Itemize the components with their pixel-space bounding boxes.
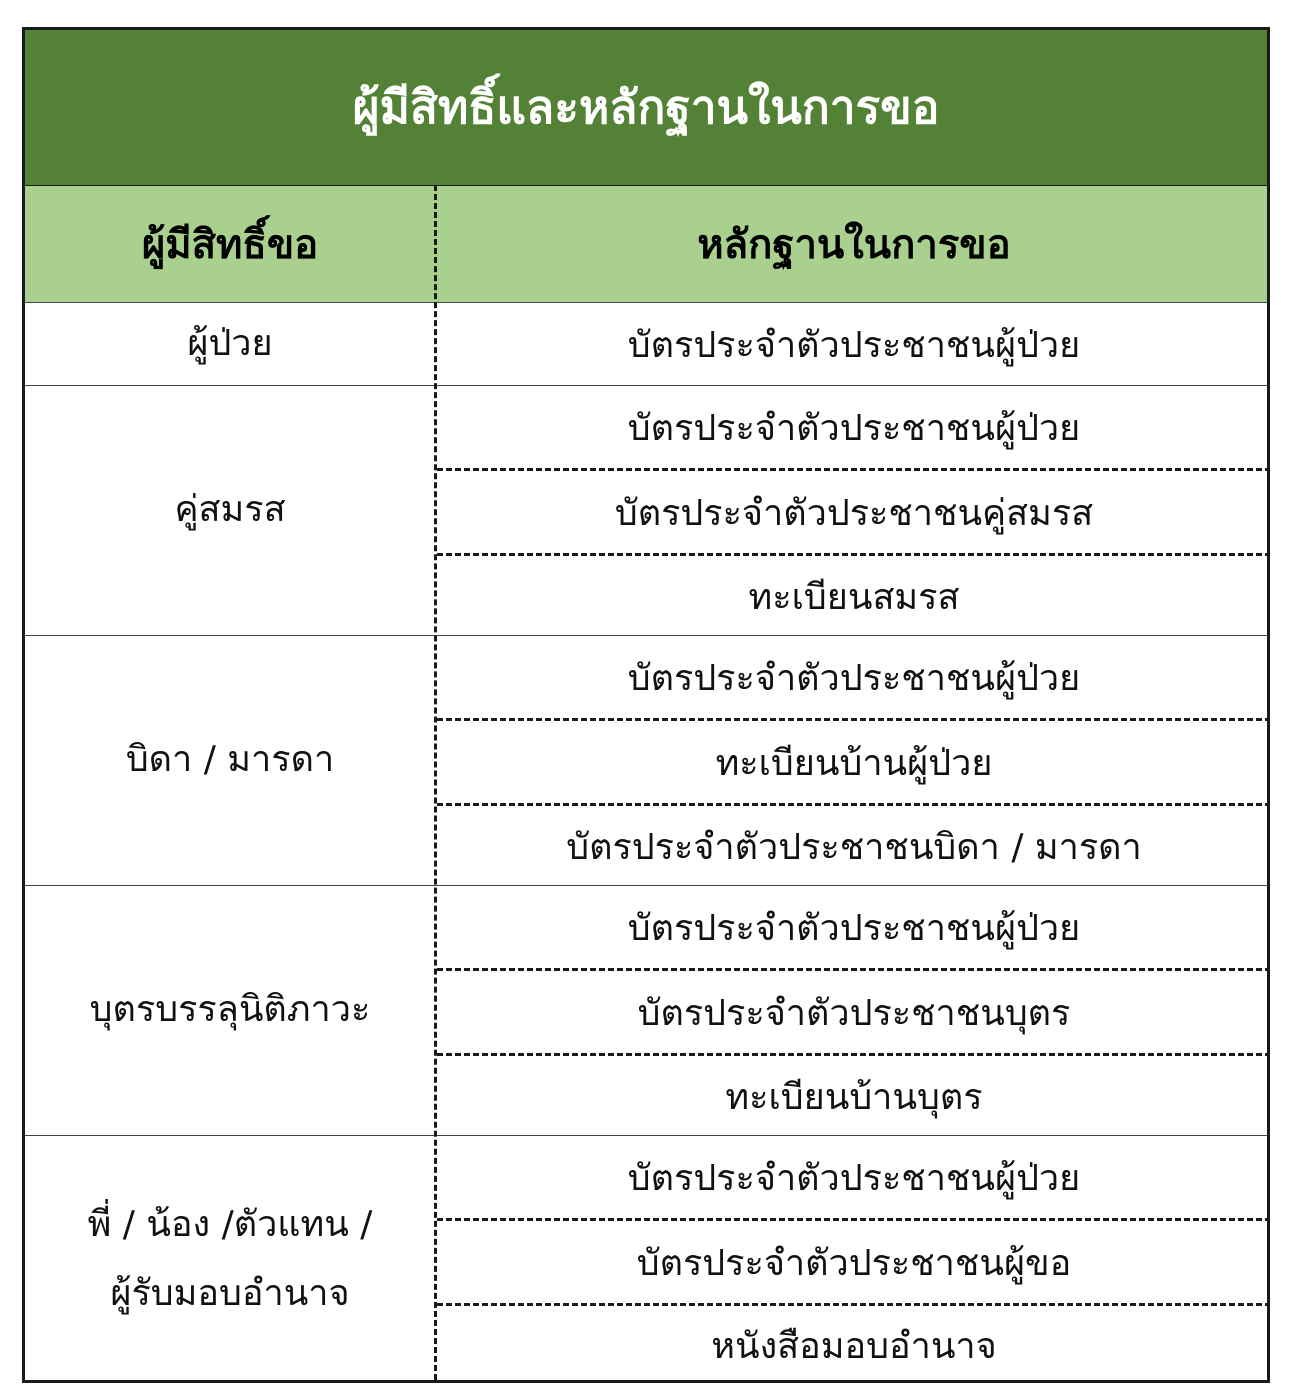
eligible-cell xyxy=(25,1136,435,1383)
eligible-cell: บิดา / มารดา xyxy=(125,739,335,781)
eligibility-table xyxy=(22,27,1270,1383)
table-row-sibling-agent xyxy=(25,1135,1267,1383)
header-row xyxy=(25,185,1267,302)
table-row-patient xyxy=(25,302,1267,385)
evidence-cell: บัตรประจำตัวประชาชนผู้ขอ xyxy=(437,1218,1270,1303)
evidence-cell: บัตรประจำตัวประชาชนผู้ป่วย xyxy=(627,407,1081,449)
evidence-cell: ทะเบียนบ้านบุตร xyxy=(437,1053,1270,1136)
evidence-cell: บัตรประจำตัวประชาชนบิดา / มารดา xyxy=(437,803,1270,886)
eligible-cell: ผู้ป่วย xyxy=(187,322,273,364)
evidence-cell: ทะเบียนสมรส xyxy=(437,553,1270,636)
evidence-cell: บัตรประจำตัวประชาชนบุตร xyxy=(437,968,1270,1053)
table-row-spouse xyxy=(25,385,1267,635)
evidence-cell: บัตรประจำตัวประชาชนคู่สมรส xyxy=(437,468,1270,553)
evidence-cell: บัตรประจำตัวประชาชนผู้ป่วย xyxy=(627,325,1081,366)
column-divider xyxy=(434,185,437,1380)
eligible-cell: คู่สมรส xyxy=(174,489,286,531)
header-eligible: ผู้มีสิทธิ์ขอ xyxy=(141,222,319,268)
evidence-cell: ทะเบียนบ้านผู้ป่วย xyxy=(437,718,1270,803)
eligible-line-2: ผู้รับมอบอำนาจ xyxy=(110,1272,350,1314)
eligible-cell: บุตรบรรลุนิติภาวะ xyxy=(89,989,371,1031)
evidence-cell: บัตรประจำตัวประชาชนผู้ป่วย xyxy=(627,907,1081,949)
evidence-cell: บัตรประจำตัวประชาชนผู้ป่วย xyxy=(627,657,1081,699)
header-evidence: หลักฐานในการขอ xyxy=(697,222,1011,268)
table-row-parents xyxy=(25,635,1267,885)
evidence-cell: บัตรประจำตัวประชาชนผู้ป่วย xyxy=(627,1157,1081,1199)
eligible-line-1: พี่ / น้อง /ตัวแทน / xyxy=(87,1204,373,1246)
table-title: ผู้มีสิทธิ์และหลักฐานในการขอ xyxy=(25,30,1267,185)
table-row-adult-child xyxy=(25,885,1267,1135)
evidence-cell: หนังสือมอบอำนาจ xyxy=(437,1303,1270,1383)
